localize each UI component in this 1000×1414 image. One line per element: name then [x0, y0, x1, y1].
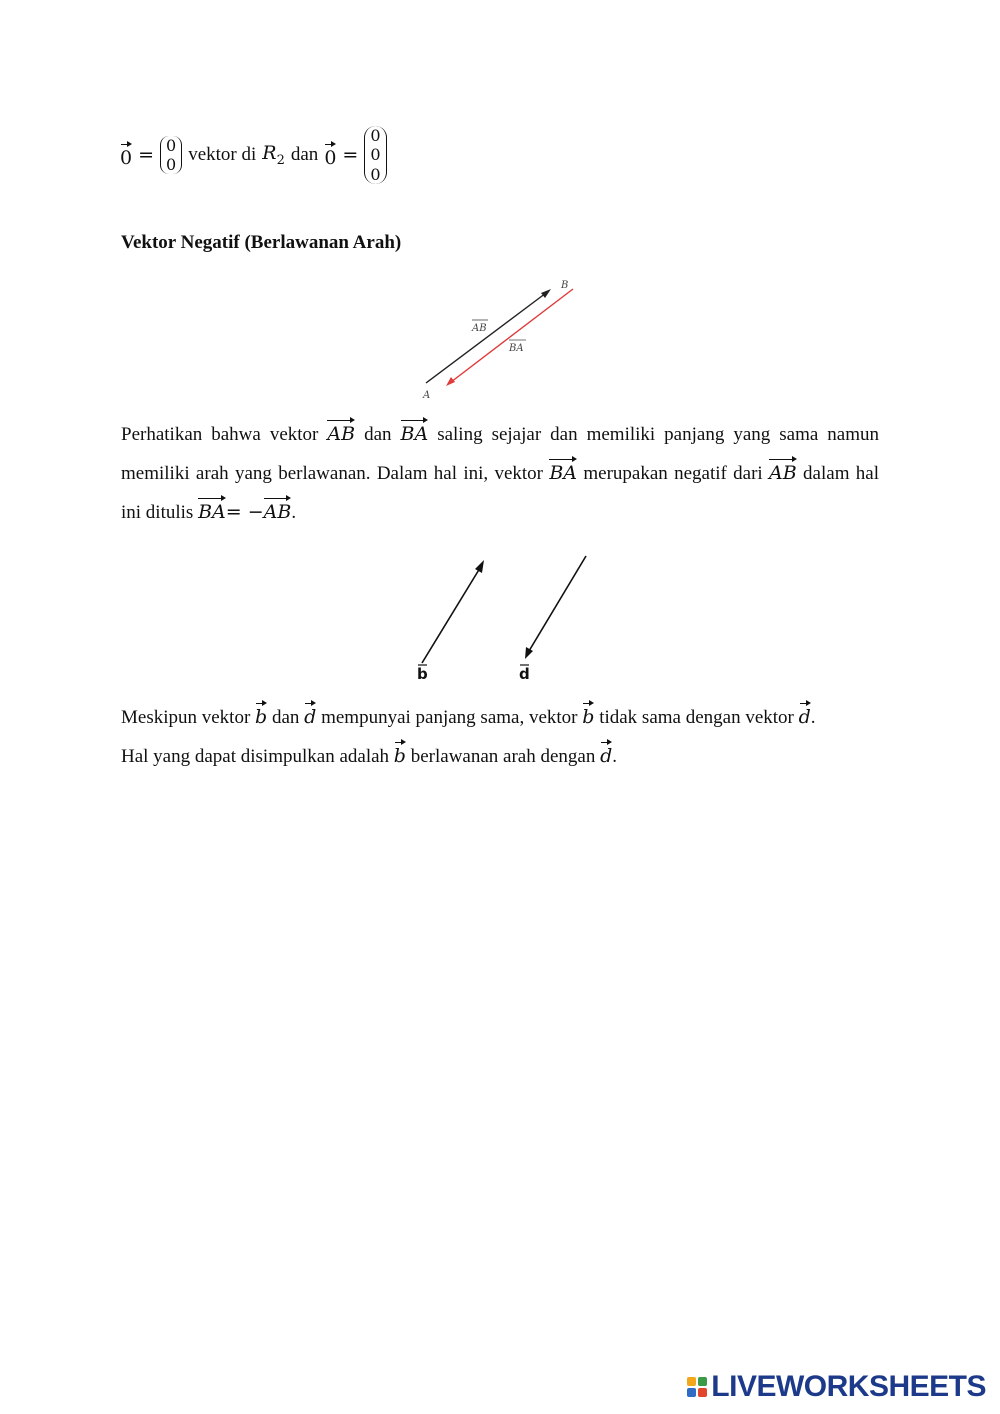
vector-entry: 0	[370, 126, 381, 146]
vector-entry: 0	[370, 145, 381, 165]
vector-d-arrowhead	[525, 647, 533, 659]
vector-entry: 0	[370, 164, 381, 184]
label-ba: BA	[509, 343, 524, 354]
vector-b-line	[422, 568, 480, 663]
vector-b-arrowhead	[475, 560, 484, 573]
paragraph-negative-vector: Perhatikan bahwa vektor AB dan BA saling sejajar dan memiliki panjang yang sama namun memiliki arah yang berlawanan. Dalam hal ini, vektor BA merupakan negatif dari AB dalam hal ini ditulis BA= −AB.	[121, 415, 879, 532]
vector-d: d	[799, 702, 811, 727]
text-vektor-di: vektor di	[188, 144, 257, 165]
vector-b-label: b	[417, 665, 428, 683]
vector-entry: 0	[166, 155, 177, 174]
vector-ab-arrowhead	[541, 289, 551, 298]
r2-zero-column-vector	[160, 136, 182, 174]
point-b-label: B	[561, 280, 569, 291]
logo-grid-icon	[687, 1377, 707, 1397]
vector-ba-line	[451, 289, 573, 382]
vector-b: b	[394, 741, 406, 766]
figure-b-d-vectors	[405, 548, 605, 685]
vector-ab: AB	[264, 497, 292, 522]
logo-text: LIVEWORKSHEETS	[711, 1370, 986, 1403]
r2-symbol: $R_2$	[262, 142, 285, 168]
vector-entry: 0	[166, 135, 177, 155]
vector-d-line	[529, 556, 586, 651]
paragraph-opposite-direction: Meskipun vektor b dan d mempunyai panjang sama, vektor b tidak sama dengan vektor d. Hal yang dapat disimpulkan adalah b berlawanan arah dengan d.	[121, 698, 881, 776]
liveworksheets-logo	[687, 1370, 986, 1404]
zero-vector-symbol: 0	[120, 143, 132, 168]
vector-d-label: d	[519, 665, 530, 683]
label-ab: AB	[472, 323, 487, 334]
text-dan: dan	[290, 144, 319, 165]
vector-b: b	[582, 702, 594, 727]
vector-b: b	[255, 702, 267, 727]
equals-sign: =	[138, 144, 155, 166]
equation-operator: = −	[225, 501, 264, 523]
vector-ab: AB	[327, 419, 355, 444]
zero-vector-definition	[120, 126, 387, 184]
section-heading: Vektor Negatif (Berlawanan Arah)	[121, 232, 402, 253]
figure-ab-ba-vectors	[410, 272, 595, 404]
zero-vector-symbol: 0	[324, 143, 336, 168]
vector-ba: BA	[198, 497, 226, 522]
point-a-label: A	[423, 390, 431, 401]
vector-ba-arrowhead	[446, 377, 455, 386]
vector-d: d	[304, 702, 316, 727]
vector-ab-line	[426, 293, 546, 383]
r3-zero-column-vector	[364, 126, 386, 184]
equals-sign: =	[342, 144, 359, 166]
vector-ba: BA	[401, 419, 429, 444]
vector-ba: BA	[549, 458, 577, 483]
vector-ab: AB	[769, 458, 797, 483]
vector-d: d	[600, 741, 612, 766]
